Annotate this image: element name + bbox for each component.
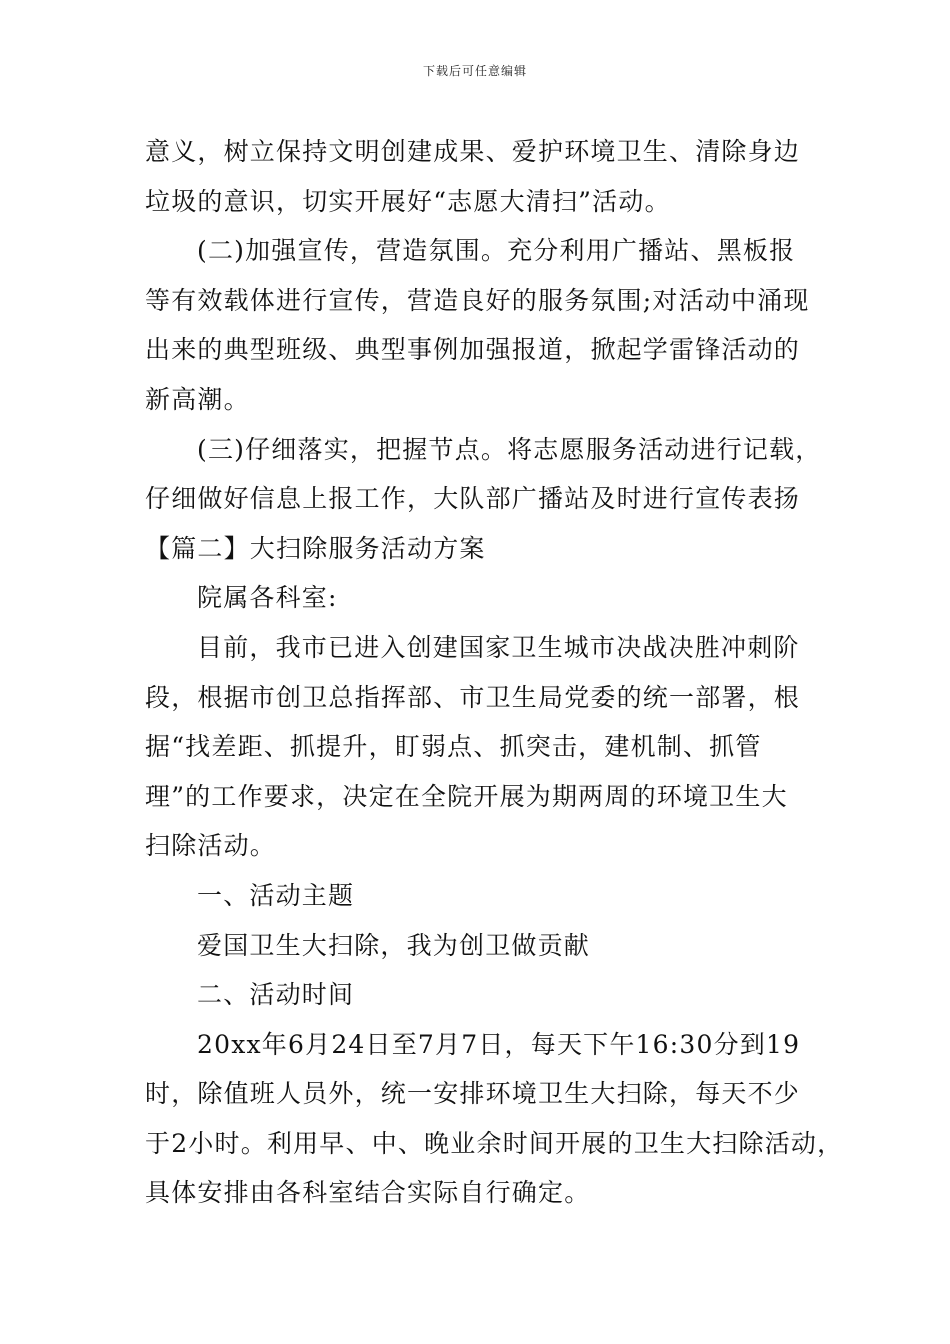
subsection-heading: 一、活动主题 <box>197 880 355 910</box>
text-line: 出来的典型班级、典型事例加强报道，掀起学雷锋活动的 <box>145 335 801 365</box>
subsection-heading: 二、活动时间 <box>197 980 355 1010</box>
text-line: 具体安排由各科室结合实际自行确定。 <box>145 1178 591 1208</box>
text-line: 20xx年6月24日至7月7日，每天下午16:30分到19 <box>197 1029 801 1059</box>
text-line: 时，除值班人员外，统一安排环境卫生大扫除，每天不少 <box>145 1079 801 1109</box>
text-line: 意义，树立保持文明创建成果、爱护环境卫生、清除身边 <box>145 137 801 166</box>
document-body <box>145 127 844 1218</box>
paragraph-heading: (二)加强宣传，营造氛围。充分利用广播站、黑板报 <box>197 236 796 266</box>
text-line: 垃圾的意识，切实开展好“志愿大清扫”活动。 <box>145 186 671 216</box>
text-line: 扫除活动。 <box>145 831 277 861</box>
paragraph-heading: (三)仔细落实，把握节点。将志愿服务活动进行记载， <box>197 434 822 464</box>
text-line: 仔细做好信息上报工作，大队部广播站及时进行宣传表扬 <box>145 484 801 514</box>
text-line: 段，根据市创卫总指挥部、市卫生局党委的统一部署，根 <box>145 682 801 712</box>
salutation: 院属各科室: <box>197 583 338 613</box>
text-line: 目前，我市已进入创建国家卫生城市决战决胜冲刺阶 <box>197 632 800 662</box>
text-line: 爱国卫生大扫除，我为创卫做贡献 <box>197 930 591 960</box>
text-line: 于2小时。利用早、中、晚业余时间开展的卫生大扫除活动， <box>145 1128 844 1158</box>
text-line: 新高潮。 <box>145 384 250 414</box>
text-line: 理”的工作要求，决定在全院开展为期两周的环境卫生大 <box>145 781 788 811</box>
section-title: 【篇二】大扫除服务活动方案 <box>145 533 486 563</box>
text-line: 据“找差距、抓提升，盯弱点、抓突击，建机制、抓管 <box>145 732 762 762</box>
header-note: 下载后可任意编辑 <box>422 64 527 78</box>
text-line: 等有效载体进行宣传，营造良好的服务氛围;对活动中涌现 <box>145 285 810 315</box>
